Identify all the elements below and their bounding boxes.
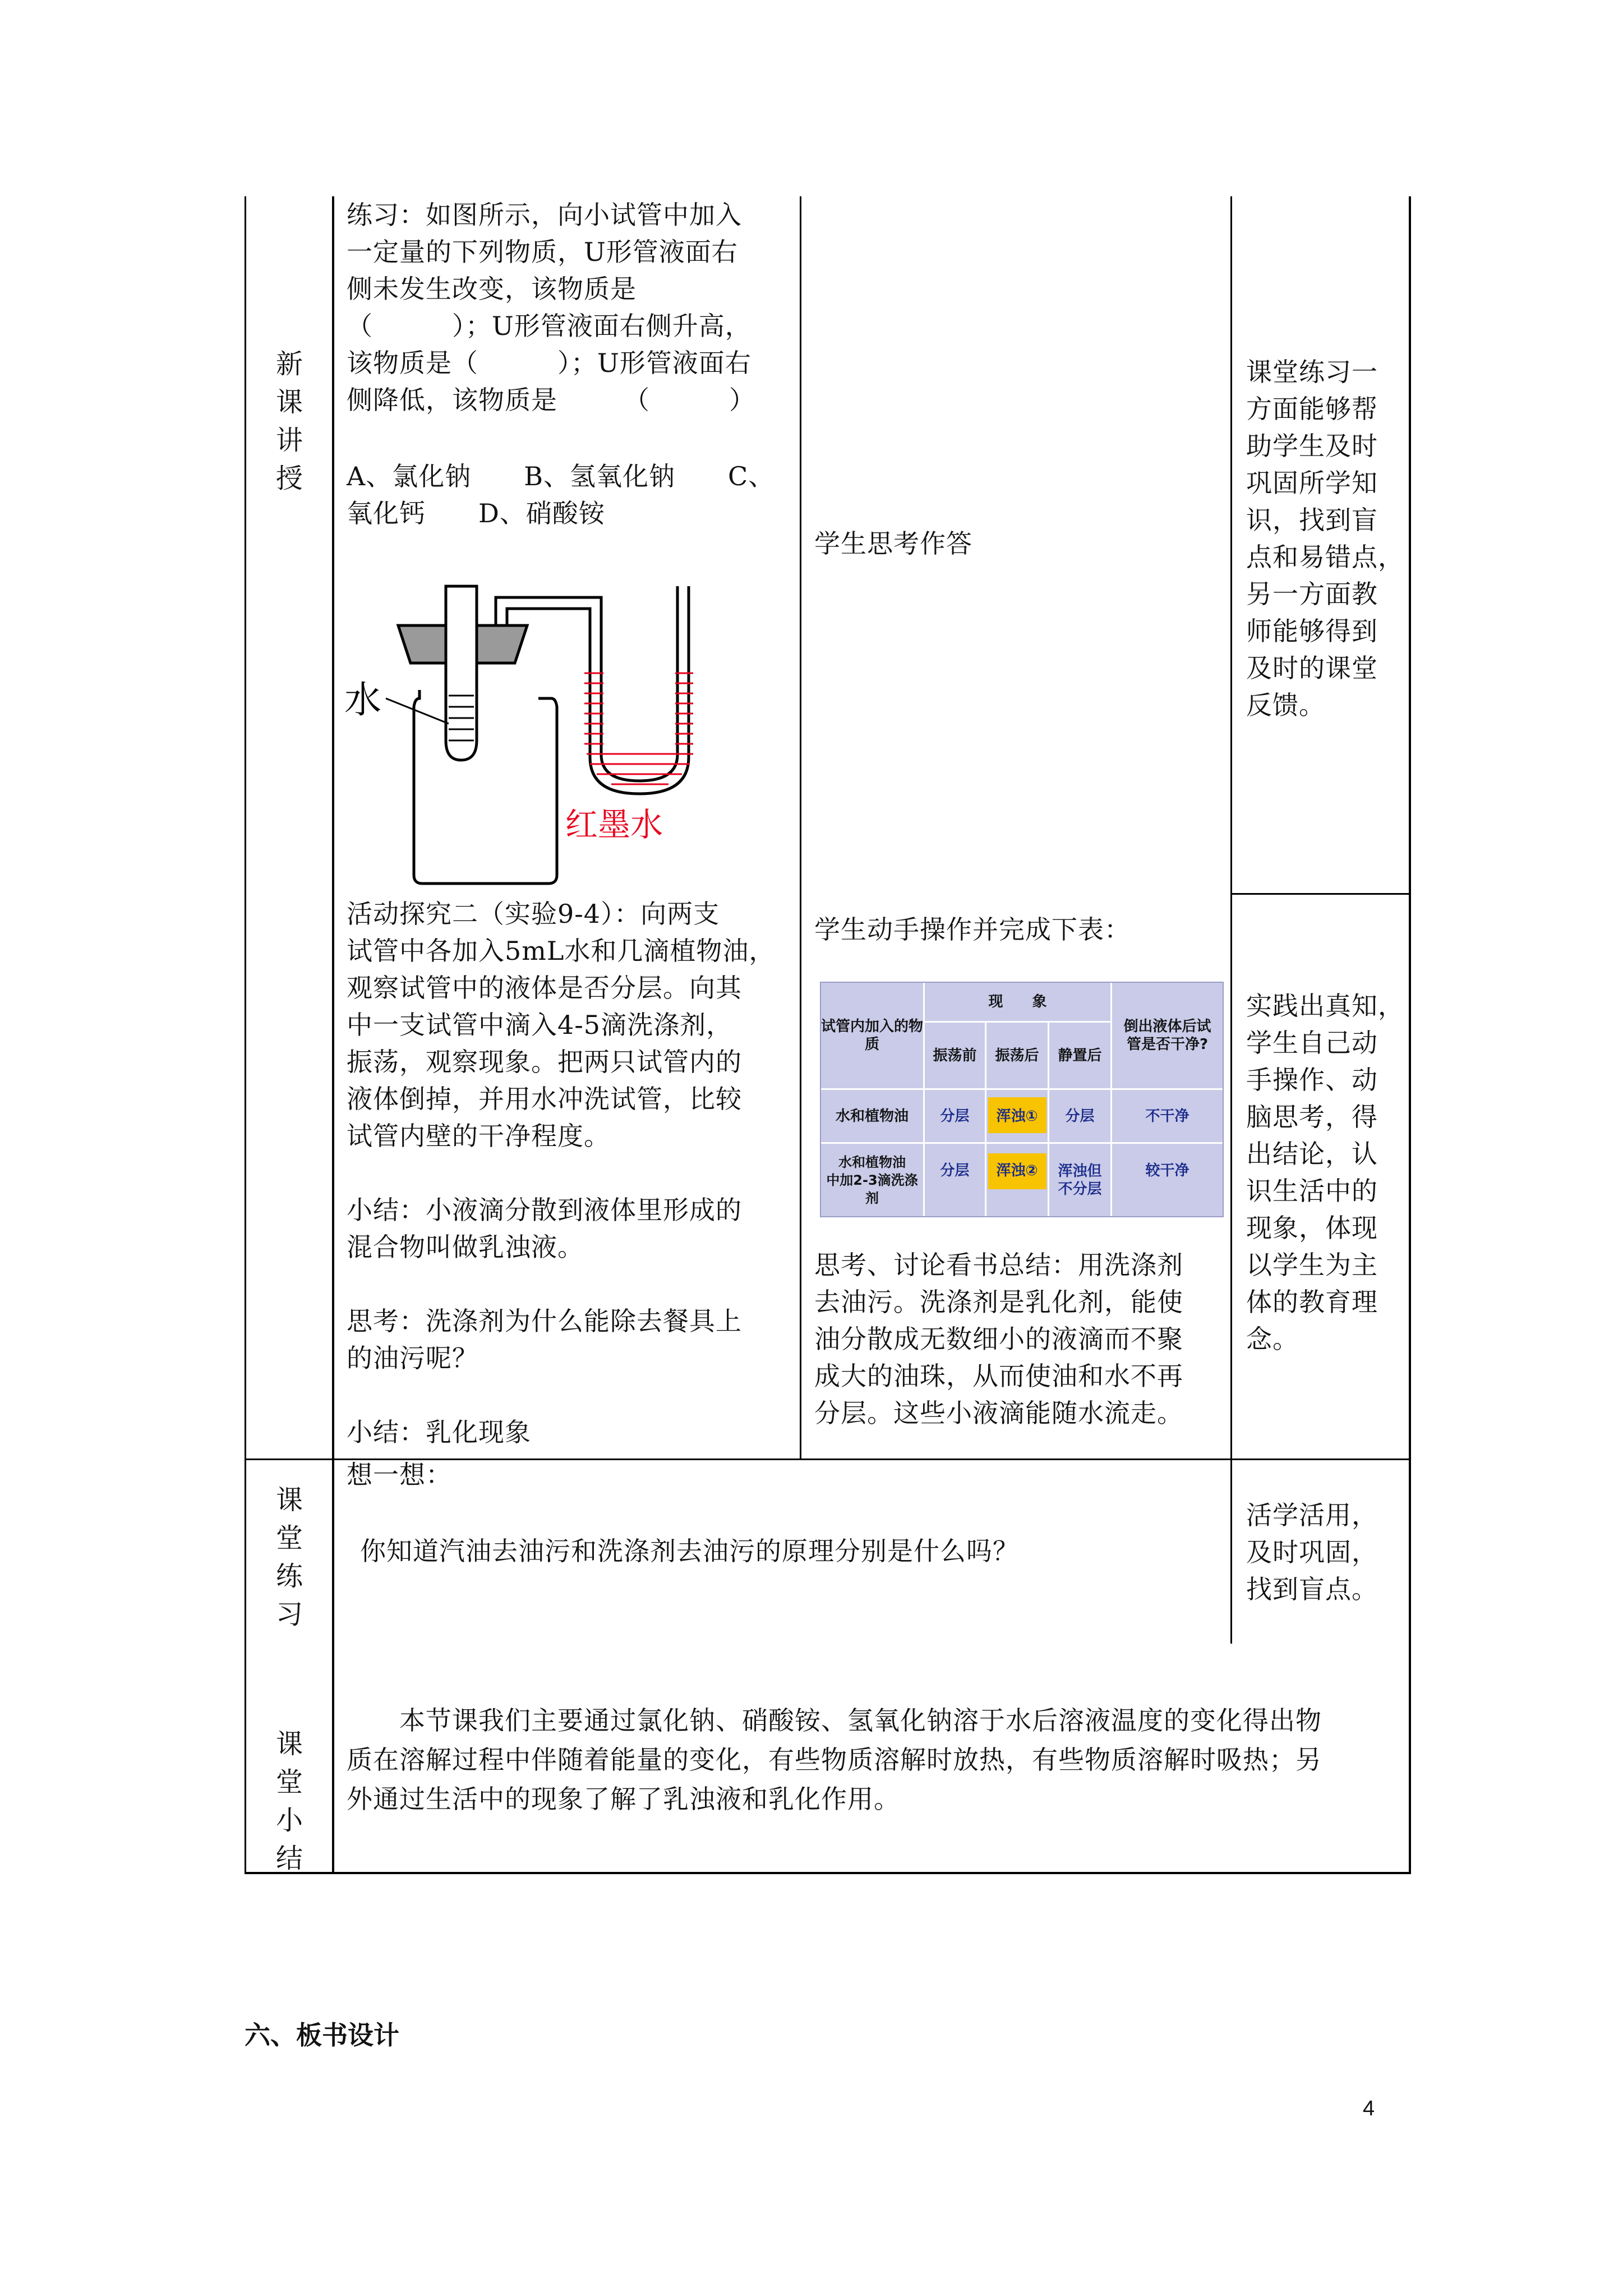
row1-after: 浑浊① [996, 1107, 1038, 1125]
practice-purpose-note: 课堂练习一 方面能够帮 助学生及时 巩固所学知 识，找到盲 点和易错点， 另一方面教 师能够得到 及时的课堂 反馈。 [1246, 357, 1404, 720]
row2-before: 分层 [940, 1162, 970, 1179]
results-table [820, 982, 1224, 1217]
row2-clean: 较干净 [1145, 1162, 1189, 1179]
table-left-border [245, 196, 246, 1874]
page-number: 4 [1363, 2097, 1375, 2120]
practice-question: 你知道汽油去油污和洗涤剂去油污的原理分别是什么吗？ [360, 1536, 1019, 1566]
row1-settle: 分层 [1065, 1107, 1095, 1125]
row-divider-right-cell [1232, 893, 1410, 895]
th-after: 振荡后 [995, 1047, 1039, 1064]
th-substance: 试管内加入的物 质 [821, 1018, 924, 1053]
row2-settle: 浑浊但 不分层 [1058, 1162, 1102, 1198]
row1-before: 分层 [940, 1107, 970, 1125]
water-label: 水 [344, 678, 381, 721]
table-bottom-border [245, 1872, 1411, 1874]
row1-clean: 不干净 [1145, 1107, 1189, 1125]
student-operate-text: 学生动手操作并完成下表： [814, 914, 1131, 945]
middle-conclusion: 思考、讨论看书总结：用洗涤剂 去油污。洗涤剂是乳化剂，能使 油分散成无数细小的液滴而不聚 成大的油珠，从而使油和水不再 分层。这些小液滴能随水流走。 [814, 1250, 1183, 1428]
th-settle: 静置后 [1058, 1047, 1102, 1064]
col-divider-3 [1230, 196, 1232, 1644]
th-before: 振荡前 [933, 1047, 977, 1064]
section-label-class-summary: 课 堂 小 结 [275, 1728, 303, 1874]
summary-emulsion: 小结：小液滴分散到液体里形成的 混合物叫做乳浊液。 [347, 1195, 742, 1262]
col-divider-1 [332, 196, 334, 1874]
practice-title: 想一想： [347, 1460, 452, 1490]
u-tube-diagram [336, 572, 740, 886]
think-question: 思考：洗涤剂为什么能除去餐具上 的油污呢？ [347, 1306, 742, 1373]
red-ink-label: 红墨水 [565, 806, 663, 844]
student-think-answer: 学生思考作答 [814, 528, 972, 559]
summary-emulsification: 小结：乳化现象 [347, 1417, 531, 1447]
th-phenomenon: 现 象 [988, 993, 1047, 1010]
activity-text: 活动探究二（实验9-4）：向两支 试管中各加入5mL水和几滴植物油， 观察试管中的液体是否分层。向其 中一支试管中滴入4-5滴洗涤剂， 振荡，观察现象。把两只试管内的 液体倒掉，并用水冲洗试管，比较 试管内壁的干净程度。 [347, 899, 776, 1151]
board-design-heading: 六、板书设计 [245, 2020, 399, 2050]
apply-note: 活学活用， 及时巩固， 找到盲点。 [1246, 1500, 1378, 1604]
table-right-border [1409, 196, 1411, 1874]
summary-text: 本节课我们主要通过氯化钠、硝酸铵、氢氧化钠溶于水后溶液温度的变化得出物 质在溶解过程中伴随着能量的变化，有些物质溶解时放热，有些物质溶解时吸热；另 外通过生活中的现象了解了乳浊液和乳化作用。 [347, 1705, 1322, 1814]
row2-substance: 水和植物油 中加2-3滴洗涤剂 [826, 1154, 918, 1206]
col-divider-2 [800, 196, 801, 1458]
row1-substance: 水和植物油 [835, 1107, 909, 1125]
row2-after: 浑浊② [996, 1162, 1038, 1179]
th-clean: 倒出液体后试 管是否干净? [1123, 1018, 1211, 1053]
exercise-options: A、氯化钠 B、氢氧化钠 C、 氧化钙 D、硝酸铵 [347, 461, 775, 528]
practice-truth-note: 实践出真知， 学生自己动 手操作、动 脑思考，得 出结论，认 识生活中的 现象，体现 以学生为主 体的教育理 念。 [1246, 991, 1404, 1354]
exercise-text: 练习：如图所示，向小试管中加入 一定量的下列物质，U形管液面右 侧未发生改变，该物质是 （ ）；U形管液面右侧升高， 该物质是（ ）；U形管液面右 侧降低，该物质是 （ ） [347, 200, 755, 415]
section-label-new-lesson: 新 课 讲 授 [275, 348, 303, 494]
section-label-class-practice: 课 堂 练 习 [275, 1484, 303, 1630]
